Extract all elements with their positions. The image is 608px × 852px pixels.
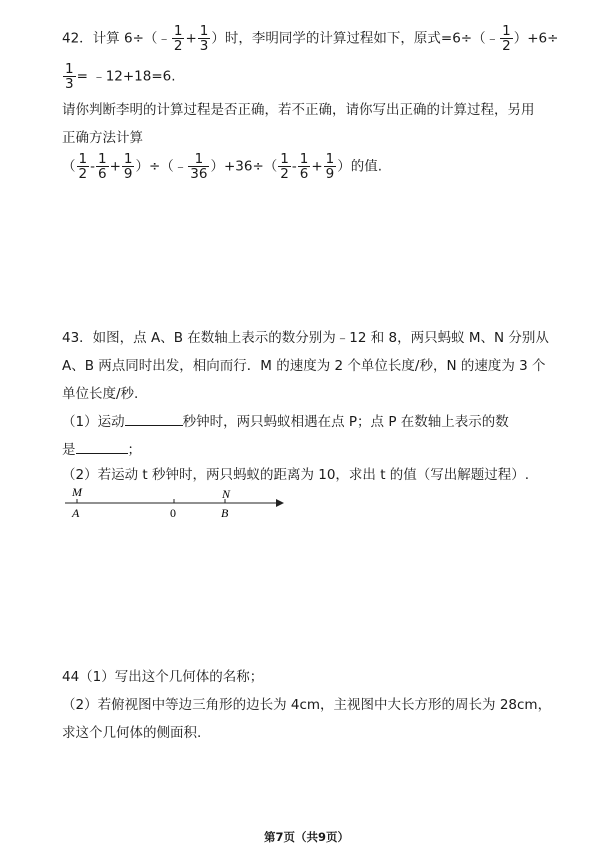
fraction: $\frac{1}{9}$ — [123, 151, 133, 183]
q44-line-2: （2）若俯视图中等边三角形的边长为 4cm，主视图中大长方形的周长为 28cm， — [62, 697, 552, 713]
fraction: $\frac{1}{6}$ — [97, 151, 107, 183]
q44-line-1: 44（1）写出这个几何体的名称； — [62, 669, 264, 685]
answer-blank[interactable] — [76, 439, 128, 454]
q44-line-3: 求这个几何体的侧面积. — [62, 725, 202, 741]
q43-line-2: A、B 两点同时出发，相向而行．M 的速度为 2 个单位长度/秒，N 的速度为 3 个 — [62, 358, 546, 374]
page-footer: 第7页（共9页） — [264, 830, 350, 844]
fraction: $\frac{1}{36}$ — [190, 151, 208, 183]
q42-line-3: 请你判断李明的计算过程是否正确，若不正确，请你写出正确的计算过程，另用 — [62, 102, 535, 118]
label-b: B — [221, 506, 229, 520]
label-a: A — [72, 506, 80, 520]
arrow-head-icon — [276, 499, 284, 507]
fraction: $\frac{1}{2}$ — [502, 23, 511, 55]
q43-line-6: （2）若运动 t 秒钟时，两只蚂蚁的距离为 10，求出 t 的值（写出解题过程）. — [62, 467, 530, 483]
q43-line-3: 单位长度/秒. — [62, 386, 139, 402]
label-origin: 0 — [170, 506, 176, 520]
fraction: $\frac{1}{6}$ — [299, 151, 309, 183]
fraction: $\frac{1}{3}$ — [65, 61, 74, 93]
fraction: $\frac{1}{3}$ — [199, 23, 209, 55]
q43-line-5: 是 ； — [62, 438, 141, 458]
q42-line-1: 42．计算 6÷（﹣ $\frac{1}{2}$ + $\frac{1}{3}$ ）时，李明同学的计算过程如下，原式=6÷（﹣ $\frac{1}{2}$ ）+6÷ — [62, 23, 559, 55]
fraction: $\frac{1}{2}$ — [173, 23, 183, 55]
label-m: M — [72, 485, 82, 499]
q43-line-1: 43．如图，点 A、B 在数轴上表示的数分别为﹣12 和 8，两只蚂蚁 M、N 分别从 — [62, 330, 549, 346]
fraction: $\frac{1}{2}$ — [280, 151, 289, 183]
number-line-diagram — [60, 484, 290, 520]
fraction: $\frac{1}{2}$ — [78, 151, 88, 183]
answer-blank[interactable] — [125, 411, 183, 426]
q42-expression: （ $\frac{1}{2}$ - $\frac{1}{6}$ + $\frac{1}{9}$ ）÷（﹣ $\frac{1}{36}$ ）+36÷（ $\frac{1}{2}$ - $\frac{1}{6}$ + $\frac{1}{9}$ ）的值. — [62, 151, 383, 183]
q42-line-2: $\frac{1}{3}$ = ﹣12+18=6. — [65, 61, 176, 93]
q43-line-4: （1）运动 秒钟时，两只蚂蚁相遇在点 P；点 P 在数轴上表示的数 — [62, 410, 509, 430]
q42-line-4: 正确方法计算 — [62, 130, 143, 146]
fraction: $\frac{1}{9}$ — [325, 151, 335, 183]
label-n: N — [222, 487, 231, 501]
